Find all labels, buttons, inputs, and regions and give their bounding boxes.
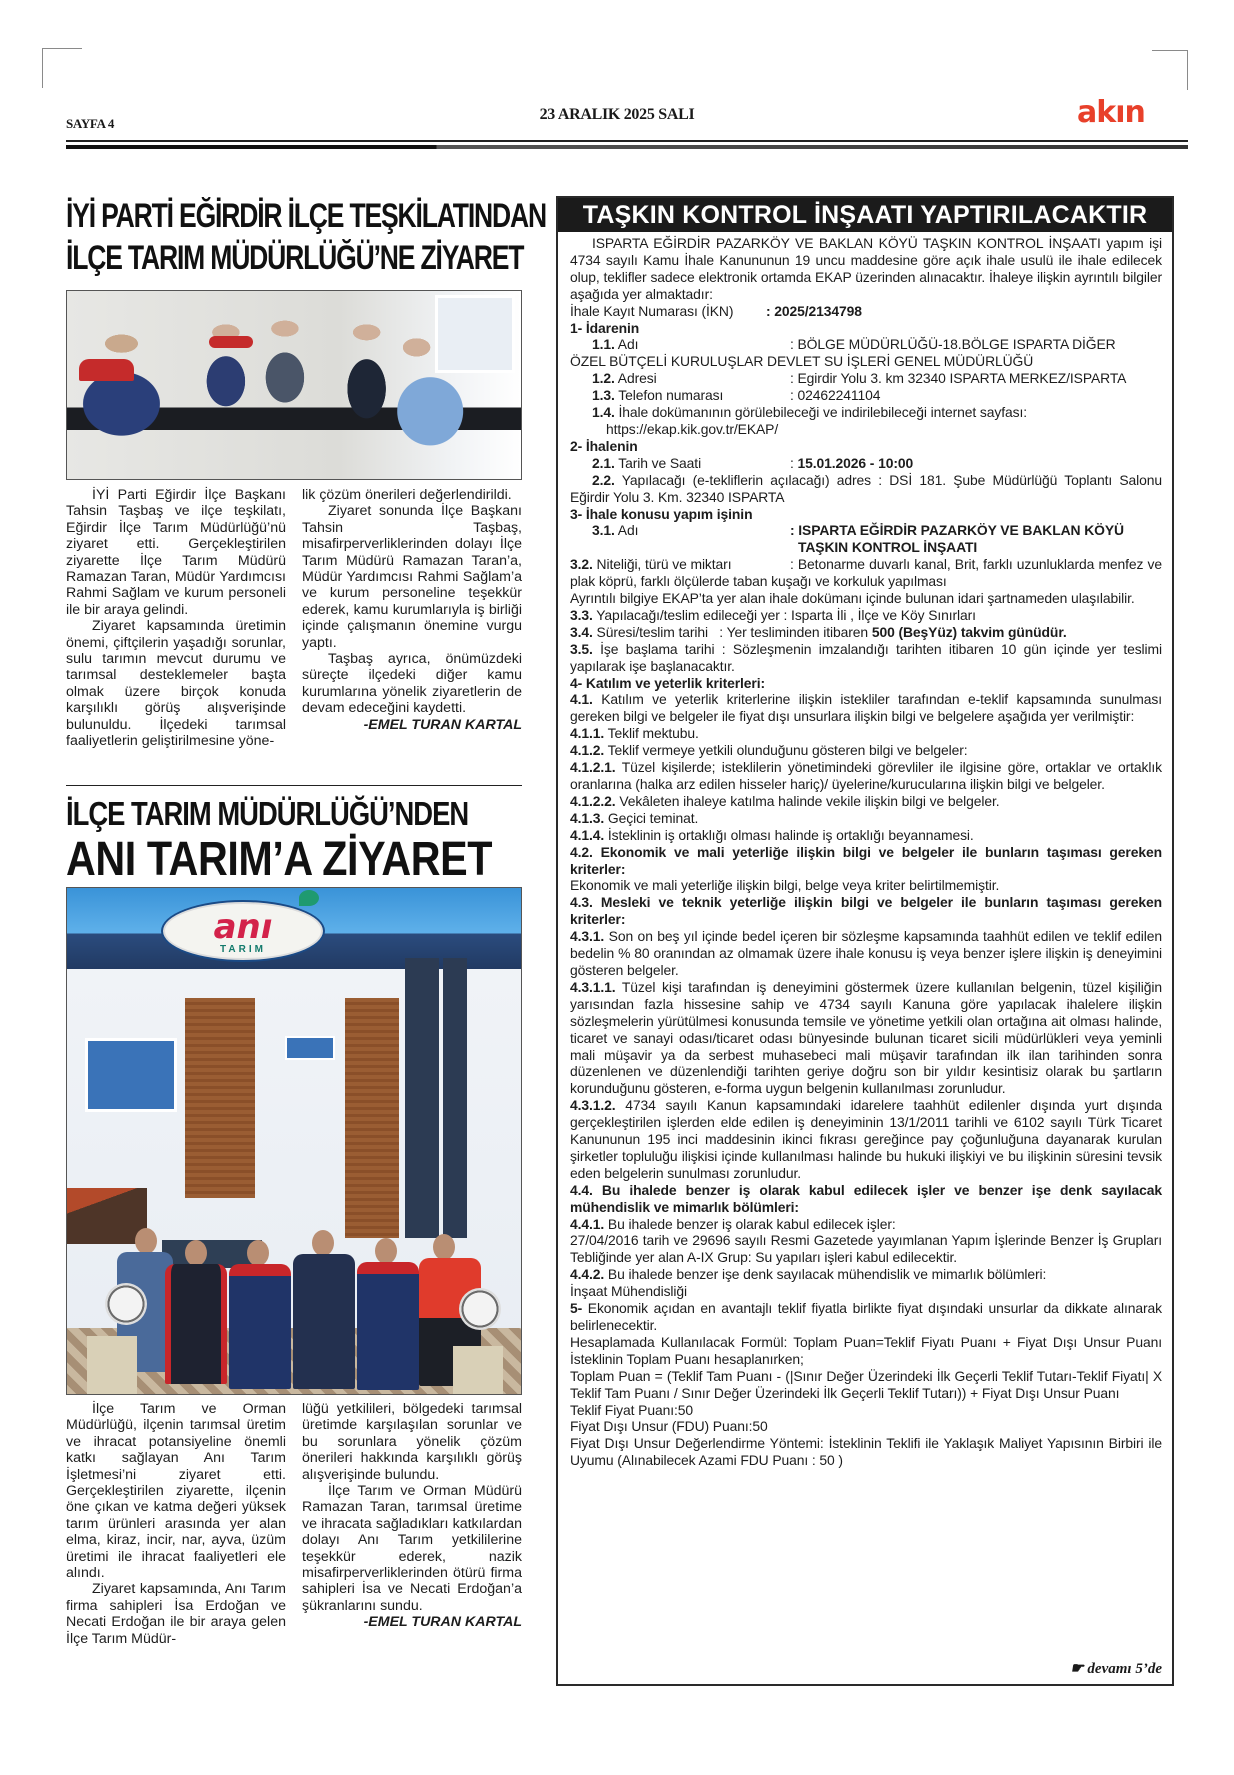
article-2-photo (66, 887, 522, 1395)
item-number: 1.1. (592, 336, 615, 353)
person-head (135, 1228, 157, 1254)
notice-text: Hesaplamada Kullanılacak Formül: Toplam Puan=Teklif Fiyatı Puanı + Fiyat Dışı Unsur Puanı İsteklinin Toplam Puanı hesaplanırken; (570, 1333, 1162, 1367)
project-name: ISPARTA EĞİRDİR PAZARKÖY VE BAKLAN KÖYÜ (798, 522, 1124, 539)
item-number: 4.1.2.1. (570, 759, 616, 776)
photo-jacket (209, 336, 253, 348)
photo-window (85, 1038, 177, 1112)
facade-panel (405, 958, 439, 1238)
notice-row (570, 1266, 1162, 1283)
leaf-icon (299, 890, 319, 906)
item-number: 4.3.1. (570, 928, 605, 945)
header-divider (66, 145, 1188, 149)
item-label: Tarih ve Saati (618, 454, 702, 471)
article-1-body (66, 487, 522, 750)
item-number: 1.2. (592, 370, 615, 387)
paragraph: lik çözüm önerileri değerlendirildi. (302, 487, 512, 503)
item-number: 4.1.1. (570, 725, 605, 742)
notice-row: 3.1. Adı : ISPARTA EĞİRDİR PAZARKÖY VE BAKLAN KÖYÜ TAŞKIN KONTROL İNŞAATI (592, 522, 1124, 556)
notice-row (570, 387, 1162, 404)
section-4-4-title: 4.4. Bu ihalede benzer iş olarak kabul edilecek işler ve benzer işe denk sayılacak mühendislik ve mimarlık bölümleri: (570, 1181, 1162, 1215)
person (293, 1254, 355, 1389)
article-1-column-1 (66, 487, 286, 750)
section-4-2-title: 4.2. Ekonomik ve mali yeterliğe ilişkin bilgi ve belgeler ile bunların taşıması gereken kriterler: (570, 843, 1162, 877)
section-2-title: 2- İhalenin (570, 437, 638, 454)
article-2-byline: -EMEL TURAN KARTAL (363, 1614, 522, 1631)
item-text: Son on beş yıl içinde bedel içeren bir sözleşme kapsamında taahhüt edilen ve teklif edilen bedelin % 80 oranından az olmamak üzere ihale konusu iş veya benzer işlere ilişkin iş deneyimini gösteren belgeler. (570, 928, 1162, 978)
notice-text: İnşaat Mühendisliği (570, 1283, 688, 1300)
item-text: Yapılacağı/teslim edileceği yer : Isparta İli , İlçe ve Köy Sınırları (596, 606, 976, 623)
article-2-column-1 (66, 1401, 286, 1647)
item-number: 2.1. (592, 454, 615, 471)
paragraph: Taşbaş ayrıca, önümüzdeki süreçte ilçedeki diğer kamu kurumlarına yönelik ziyaretlerin de devam edeceğini kaydetti. (302, 651, 522, 717)
photo-window (435, 295, 515, 373)
item-number: 5- (570, 1300, 583, 1317)
section-4-title: 4- Katılım ve yeterlik kriterleri: (570, 674, 766, 691)
article-2-body (66, 1401, 522, 1647)
item-label: Niteliği, türü ve miktarı (596, 556, 732, 573)
notice-ikn (570, 303, 1162, 320)
notice-row (570, 472, 1162, 506)
facade-panel (443, 958, 467, 1238)
item-number: 2.2. (592, 471, 615, 488)
item-value: : Betonarme duvarlı kanal, Brit, farklı uzunluklarda menfez ve plak köprü, farklı ölçülerde taban kuşağı ve korkuluk yapılması (570, 556, 1162, 590)
item-label: Telefon numarası (618, 387, 724, 404)
notice-row (570, 810, 1162, 827)
item-text: Tüzel kişilerde; isteklilerin yönetimindeki görevliler ile ilgisine göre, ortaklar ve ortaklık oranlarına (halka arz edilen hisseler hariç)/ üyelerine/kurucularına ilişkin bilgi ve belgeler. (570, 759, 1162, 793)
person (229, 1264, 291, 1389)
article-1-headline-line-1: İYİ PARTİ EĞİRDİR İLÇE TEŞKİLATINDAN (66, 197, 546, 235)
notice-row (570, 691, 1162, 725)
garden-lamp (459, 1288, 501, 1330)
notice-text: Ekonomik ve mali yeterliğe ilişkin bilgi, belge veya kriter belirtilmemiştir. (570, 877, 1000, 894)
notice-text: Ayrıntılı bilgiye EKAP’ta yer alan ihale dokümanı içinde bulunan idari şartnameden ulaşılabilir. (570, 590, 1135, 607)
section-3-title: 3- İhale konusu yapım işinin (570, 505, 753, 522)
item-number: 4.1.2. (570, 742, 605, 759)
continued-on-page-5: ☛ devamı 5’de (1070, 1661, 1162, 1677)
item-number: 4.1.3. (570, 809, 605, 826)
item-value-continued: ÖZEL BÜTÇELİ KURULUŞLAR DEVLET SU İŞLERİ GENEL MÜDÜRLÜĞÜ (570, 353, 1034, 370)
notice-row (570, 928, 1162, 979)
paragraph: İlçe Tarım ve Orman Müdürü Ramazan Taran, tarımsal üretime ve ihracata sağladıkları katkılardan dolayı Anı Tarım yetkililerine teşekkür ederek, nazik misafirperverliklerinden ötürü firma sahipleri İsa ve Necati Erdoğan’a şükranlarını sundu. (302, 1483, 522, 1614)
item-text: Ekonomik açıdan en avantajlı teklif fiyatla birlikte fiyat dışındaki unsurlar da dikkate alınarak belirlenecektir. (570, 1300, 1162, 1334)
crop-mark (42, 48, 82, 49)
notice-intro: ISPARTA EĞİRDİR PAZARKÖY VE BAKLAN KÖYÜ TAŞKIN KONTROL İNŞAATI yapım işi 4734 sayılı Kamu İhale Kanununun 19 uncu maddesine göre açık ihale usulü ile ihale edilecek olup, teklifler sadece elektronik ortamda EKAP üzerinden alınacaktır. İhaleye ilişkin ayrıntılı bilgiler aşağıda yer almaktadır: (570, 235, 1162, 302)
notice-row (570, 624, 1162, 641)
company-sign-subtitle: TARIM (220, 944, 266, 955)
item-value: : 02462241104 (790, 387, 881, 404)
notice-row (570, 607, 1162, 624)
person-head (247, 1240, 269, 1266)
notice-row (570, 370, 1162, 387)
item-number: 3.1. (592, 522, 615, 539)
notice-text: Fiyat Dışı Unsur Değerlendirme Yöntemi: İsteklinin Teklifi ile Yaklaşık Maliyet Yapısının Birbiri ile Uyumu (Alınabilecek Azami FDU Puanı : 50 ) (570, 1435, 1162, 1469)
item-text: Süresi/teslim tarihi : Yer tesliminden itibaren (596, 623, 872, 640)
photo-jacket (79, 359, 134, 381)
item-number: 4.4.2. (570, 1266, 605, 1283)
crop-mark (1152, 50, 1188, 51)
item-text: Katılım ve yeterlik kriterlerine ilişkin istekliler tarafından e-teklif kapsamında sunulması gereken bilgi ve belgeler ile fiyat dışı unsurlara ilişkin bilgi ve belgelere aşağıda yer verilmiştir: (570, 691, 1162, 725)
item-text: Tüzel kişi tarafından iş deneyimini göstermek üzere kullanılan belgenin, tüzel kişiliğin yarısından fazla hissesine sahip ve 4734 sayılı Kanuna göre yapılacak ihalelere ilişkin sözleşmelerin yürütülmesi konusunda temsile ve yönetime yetkili olan ortağına ait olması halinde, ticaret ve sanayi odası/ticaret odası bünyesinde bulunan ticaret sicili müdürlükleri veya yeminli mali müşavir ya da serbest muhasebeci mali müşavir tarafından ilk ilan tarihinden sonra düzenlenen ve düzenlendiği tarihten geriye doğru son bir yıldır kesintisiz olarak bu şartların korunduğunu gösteren, e-forma uygun belgenin kullanılması zorunludur. (570, 978, 1162, 1097)
notice-row (570, 979, 1162, 1097)
item-number: 4.1. (570, 691, 593, 708)
item-number: 3.2. (570, 556, 593, 573)
lamp-pedestal (453, 1346, 503, 1395)
item-number: 4.1.4. (570, 826, 605, 843)
notice-row (570, 1216, 1162, 1233)
item-number: 3.3. (570, 606, 593, 623)
tender-notice-body (558, 232, 1172, 1469)
article-1-byline: -EMEL TURAN KARTAL (363, 716, 522, 733)
person-head (185, 1240, 207, 1266)
item-number: 1.3. (592, 387, 615, 404)
article-2-headline-line-2: ANI TARIM’A ZİYARET (66, 833, 493, 886)
notice-row (570, 742, 1162, 759)
item-number: 4.3.1.2. (570, 1097, 616, 1114)
item-text: Bu ihalede benzer iş olarak kabul edilecek işler: (607, 1215, 896, 1232)
item-label: Adı (617, 336, 639, 353)
company-sign (163, 902, 323, 960)
notice-row (570, 404, 1162, 421)
lamp-pedestal (87, 1336, 137, 1395)
photo-window (285, 1036, 335, 1060)
paragraph: İYİ Parti Eğirdir İlçe Başkanı Tahsin Taşbaş ve ilçe teşkilatı, Eğirdir İlçe Tarım Müdürlüğü’nü ziyaret etti. Gerçekleştirilen ziyarette İlçe Tarım Müdürü Ramazan Taran, Müdür Yardımcısı Rahmi Sağlam ve kurum personeli ile bir araya gelindi. (66, 487, 286, 618)
duration-value: 500 (BeşYüz) takvim günüdür. (871, 623, 1067, 640)
item-text: Teklif vermeye yetkili olunduğunu gösteren bilgi ve belgeler: (607, 742, 968, 759)
crop-mark (42, 48, 43, 88)
tender-datetime: 15.01.2026 - 10:00 (797, 454, 914, 471)
item-number: 3.4. (570, 623, 593, 640)
ikn-value: : 2025/2134798 (766, 302, 862, 319)
header-divider (66, 140, 1188, 142)
person-head (433, 1234, 455, 1260)
notice-row (570, 1097, 1162, 1182)
item-number: 3.5. (570, 640, 593, 657)
paragraph: lüğü yetkilileri, bölgedeki tarımsal üretimde karşılaşılan sorunlar ve bu sorunlara yönelik çözüm önerileri hakkında karşılıklı görüş alışverişinde bulundu. (302, 1401, 522, 1483)
article-1-photo (66, 290, 522, 480)
person-head (375, 1238, 397, 1264)
item-text: İşe başlama tarihi : Sözleşmenin imzalandığı tarihten itibaren 10 gün içinde yer teslimi yapılarak işe başlanacaktır. (570, 640, 1162, 674)
paragraph: Ziyaret kapsamında üretimin önemi, çiftçilerin yaşadığı sorunlar, sulu tarımın mevcut durumu ve tarımsal desteklemeler başta olmak üzere birçok konuda karşılıklı görüş alışverişinde bulunuldu. İlçedeki tarımsal faaliyetlerin geliştirilmesine yöne- (66, 618, 286, 750)
ikn-label: İhale Kayıt Numarası (İKN) (570, 302, 734, 319)
notice-row (570, 759, 1162, 793)
project-name-continued: TAŞKIN KONTROL İNŞAATI (798, 539, 978, 556)
item-text: Vekâleten ihaleye katılma halinde vekile ilişkin bilgi ve belgeler. (619, 792, 1000, 809)
notice-text: 27/04/2016 tarih ve 29696 sayılı Resmi Gazetede yayımlanan Yapım İşlerinde Benzer İş Grupları Tebliğinde yer alan A-IX Grup: Su yapıları işleri kabul edilecektir. (570, 1232, 1162, 1266)
notice-row (570, 793, 1162, 810)
garden-lamp (105, 1283, 147, 1325)
item-label: Adresi (617, 370, 657, 387)
item-label: İhale dokümanının görülebileceği ve indirilebileceği internet sayfası: (618, 404, 1027, 421)
item-text: Yapılacağı (e-tekliflerin açılacağı) adres : DSİ 181. Şube Müdürlüğü Toplantı Salonu Eğirdir Yolu 3. Km. 32340 ISPARTA (570, 471, 1162, 505)
tender-notice-title: TAŞKIN KONTROL İNŞAATI YAPTIRILACAKTIR (558, 198, 1172, 232)
page-number: SAYFA 4 (66, 116, 115, 131)
item-value: : Egirdir Yolu 3. km 32340 ISPARTA MERKEZ/ISPARTA (790, 370, 1127, 387)
person (357, 1262, 419, 1390)
item-text: Bu ihalede benzer işe denk sayılacak mühendislik ve mimarlık bölümleri: (607, 1266, 1047, 1283)
company-sign-logo: anı (213, 907, 273, 947)
article-divider (66, 785, 522, 786)
notice-row (570, 641, 1162, 675)
paragraph: Ziyaret sonunda İlçe Başkanı Tahsin Taşbaş, misafirperverliklerinden dolayı İlçe Tarım Müdürü Ramazan Taran’a, Müdür Yardımcısı Rahmi Sağlam’a ve kurum personeline teşekkür ederek, kamu kurumlarıyla iş birliği içinde çalışmanın önemine vurgu yaptı. (302, 503, 522, 651)
person-head (312, 1230, 334, 1256)
notice-row (570, 827, 1162, 844)
issue-date: 23 ARALIK 2025 SALI (539, 106, 695, 123)
person (165, 1264, 227, 1384)
paragraph: İlçe Tarım ve Orman Müdürlüğü, ilçenin tarımsal üretim ve ihracat potansiyeline önemli katkı sağlayan Anı Tarım İşletmesi’ni ziyaret etti. Gerçekleştirilen ziyarette, ilçenin öne çıkan ve katma değeri yüksek tarım ürünleri arasında yer alan elma, kiraz, incir, nar, ayva, üzüm üretimi ile ihracat faaliyetleri ele alındı. (66, 1401, 286, 1582)
item-text: İsteklinin iş ortaklığı olması halinde iş ortaklığı beyannamesi. (607, 826, 974, 843)
item-label: Adı (617, 522, 639, 539)
notice-row (570, 336, 1162, 353)
section-1-title: 1- İdarenin (570, 319, 640, 336)
notice-row: 2.1. Tarih ve Saati : 15.01.2026 - 10:00 (592, 454, 914, 471)
ekap-link[interactable]: https://ekap.kik.gov.tr/EKAP/ (606, 420, 779, 437)
item-text: Teklif mektubu. (607, 725, 699, 742)
article-1-column-2 (302, 487, 522, 750)
item-number: 4.3.1.1. (570, 978, 616, 995)
item-number: 4.1.2.2. (570, 792, 616, 809)
price-score: Teklif Fiyat Puanı:50 (570, 1401, 693, 1418)
notice-row (570, 725, 1162, 742)
crop-mark (1187, 50, 1188, 90)
wood-cladding (185, 998, 255, 1198)
wood-cladding (345, 998, 399, 1238)
newspaper-logo: akın (1077, 95, 1145, 130)
item-number: 1.4. (592, 404, 615, 421)
item-value: : BÖLGE MÜDÜRLÜĞÜ-18.BÖLGE ISPARTA DİĞER (790, 336, 1116, 353)
paragraph: Ziyaret kapsamında, Anı Tarım firma sahipleri İsa Erdoğan ve Necati Erdoğan ile bir araya gelen İlçe Tarım Müdür- (66, 1581, 286, 1647)
item-text: 4734 sayılı Kanun kapsamındaki idarelere taahhüt edilenler dışında yurt dışında gerçekleştirilen işlerden elde edilen iş deneyiminin 13/1/2011 tarihli ve 6102 sayılı Türk Ticaret Kanununun 195 inci maddesinin ikinci fıkrası gereğince pay çoğunluğuna dayanarak kurulan şirketler topluluğu ilişkisi içinde kullanılması halinde bu hukuki ilişkiyi ve bu ilişkinin süresini tevsik eden belgelerin sunulması zorunludur. (570, 1097, 1163, 1181)
item-number: 4.4.1. (570, 1215, 605, 1232)
article-1-headline-line-2: İLÇE TARIM MÜDÜRLÜĞÜ’NE ZİYARET (66, 239, 524, 277)
article-2-headline-line-1: İLÇE TARIM MÜDÜRLÜĞÜ’NDEN (66, 795, 469, 832)
section-4-3-title: 4.3. Mesleki ve teknik yeterliğe ilişkin bilgi ve belgeler ile bunların taşıması gereken kriterler: (570, 894, 1162, 928)
article-2-column-2 (302, 1401, 522, 1647)
tender-notice (556, 196, 1174, 1686)
notice-row (570, 1300, 1162, 1334)
item-text: Geçici teminat. (607, 809, 699, 826)
notice-text: Toplam Puan = (Teklif Tam Puanı - (|Sınır Değer Üzerindeki İlk Geçerli Teklif Tutarı-Teklif Fiyatı| X Teklif Tam Puanı / Sınır Değer Üzerindeki İlk Geçerli Teklif Tutarı)) + Fiyat Dışı Unsur Puanı (570, 1367, 1162, 1401)
fdu-score: Fiyat Dışı Unsur (FDU) Puanı:50 (570, 1418, 768, 1435)
